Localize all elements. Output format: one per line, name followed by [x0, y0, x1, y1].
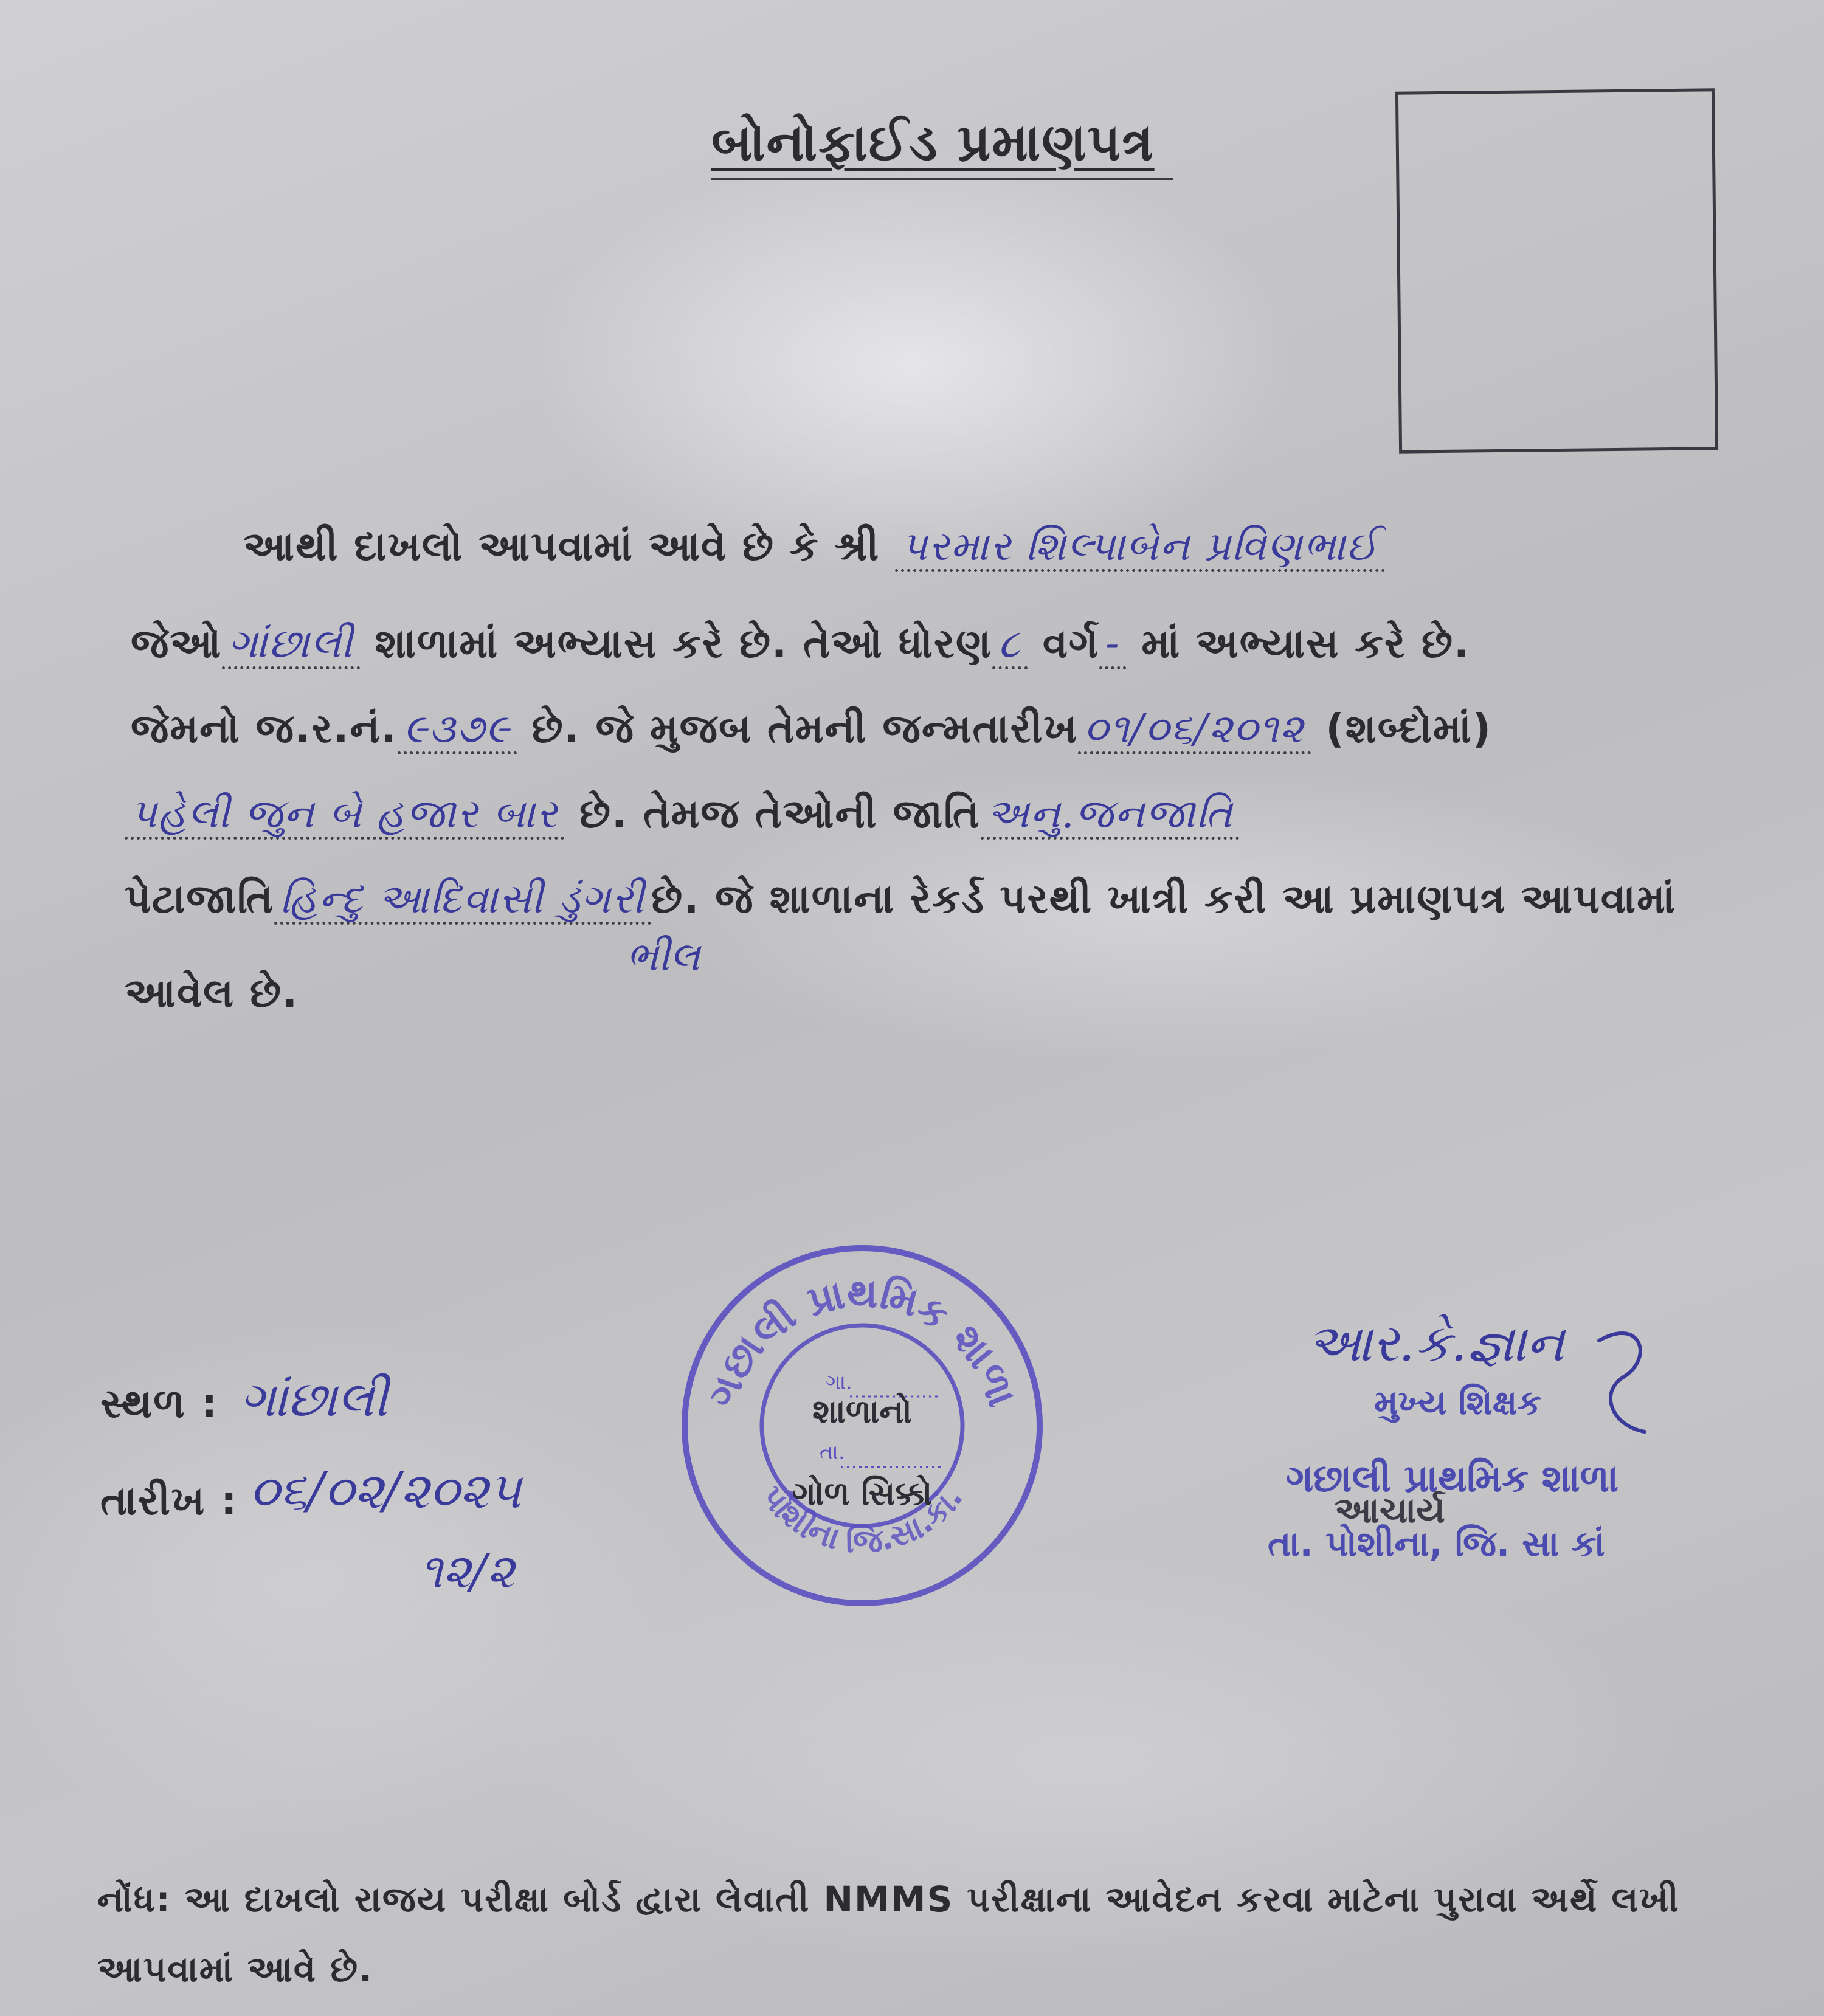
l3-suffix: (શબ્દોમાં)	[1325, 705, 1492, 752]
date-label: તારીખ :	[100, 1477, 238, 1524]
school-name-field: ગાંછાલી	[222, 622, 359, 669]
school-seal	[674, 1237, 1051, 1614]
stamp-acharya: આચાર્ય	[1335, 1490, 1445, 1531]
signature: આર.કે.જ્ઞાન	[1307, 1313, 1565, 1373]
l5-prefix: પેટાજાતિ	[125, 875, 274, 922]
l2-mid2: વર્ગ	[1042, 620, 1100, 667]
place-value: ગાંછાલી	[240, 1371, 388, 1427]
l3-mid: છે. જે મુજબ તેમની જન્મતારીખ	[531, 705, 1078, 752]
seal-outer-text-bottom: પોશીના જિ.સા.કાં.	[753, 1479, 970, 1561]
date-note: ૧૨/૨	[420, 1544, 515, 1599]
birth-date-words-field: પહેલી જુન બે હજાર બાર	[125, 792, 564, 840]
register-number-field: ૯૩૭૯	[398, 707, 517, 754]
seal-center-small-1: ગા.	[826, 1370, 852, 1395]
seal-center-small-2: તા.	[820, 1440, 845, 1465]
subcaste-field: હિન્દુ આદિવાસી ડુંગરી	[274, 877, 652, 925]
signature-flourish	[1587, 1322, 1660, 1438]
body-line-1	[243, 523, 1385, 572]
certificate-title: બોનોફાઈડ પ્રમાણપત્ર	[711, 112, 1155, 172]
seal-center-line-2: ગોળ સિક્કો	[792, 1474, 933, 1513]
body-line-3	[131, 705, 1492, 754]
standard-field: ૮	[992, 622, 1028, 669]
l1-text: આથી દાખલો આપવામાં આવે છે કે શ્રી	[243, 523, 880, 570]
place-label: સ્થળ :	[100, 1380, 219, 1427]
note-line-1: નોંધ: આ દાખલો રાજય પરીક્ષા બોર્ડ દ્વારા લેવાતી NMMS પરીક્ષાના આવેદન કરવા માટેના પુરાવા અર્થે લખી	[97, 1879, 1680, 1920]
caste-field: અનુ.જનજાતિ	[981, 792, 1240, 840]
l2-mid: શાળામાં અભ્યાસ કરે છે. તેઓ ધોરણ	[375, 620, 992, 667]
body-line-5	[125, 875, 1676, 925]
seal-center-line-1: શાળાનો	[812, 1392, 912, 1431]
stamp-address: તા. પોશીના, જિ. સા કાં	[1268, 1523, 1605, 1564]
body-line-2	[131, 620, 1470, 669]
student-name-field: પરમાર શિલ્પાબેન પ્રવિણભાઈ	[895, 525, 1384, 572]
stamp-school-name: ગછાલી પ્રાથમિક શાળા	[1286, 1456, 1619, 1500]
l4-mid: છે. તેમજ તેઓની જાતિ	[579, 790, 981, 837]
body-line-4	[125, 790, 1239, 840]
date-value: ૦૬/૦૨/૨૦૨૫	[249, 1462, 522, 1520]
l2-prefix: જેઓ	[131, 620, 223, 667]
l3-prefix: જેમનો જ.ર.નં.	[131, 705, 398, 752]
l2-suffix: માં અભ્યાસ કરે છે.	[1141, 620, 1471, 667]
subcaste-extra: ભીલ	[626, 933, 700, 980]
l5-suffix: છે. જે શાળાના રેકર્ડ પરથી ખાત્રી કરી આ પ્રમાણપત્ર આપવામાં	[651, 875, 1676, 922]
title-underline	[711, 178, 1173, 180]
l6-text: આવેલ છે.	[125, 970, 299, 1017]
seal-outer-text-top: ગછાલી પ્રાથમિક શાળા	[698, 1269, 1026, 1414]
birth-date-field: ૦૧/૦૬/૨૦૧૨	[1078, 707, 1311, 754]
stamp-role: મુખ્ય શિક્ષક	[1374, 1383, 1541, 1423]
body-line-6	[125, 970, 299, 1018]
photo-box	[1395, 88, 1718, 453]
note-line-2: આપવામાં આવે છે.	[97, 1949, 374, 1990]
division-field: -	[1099, 622, 1126, 669]
